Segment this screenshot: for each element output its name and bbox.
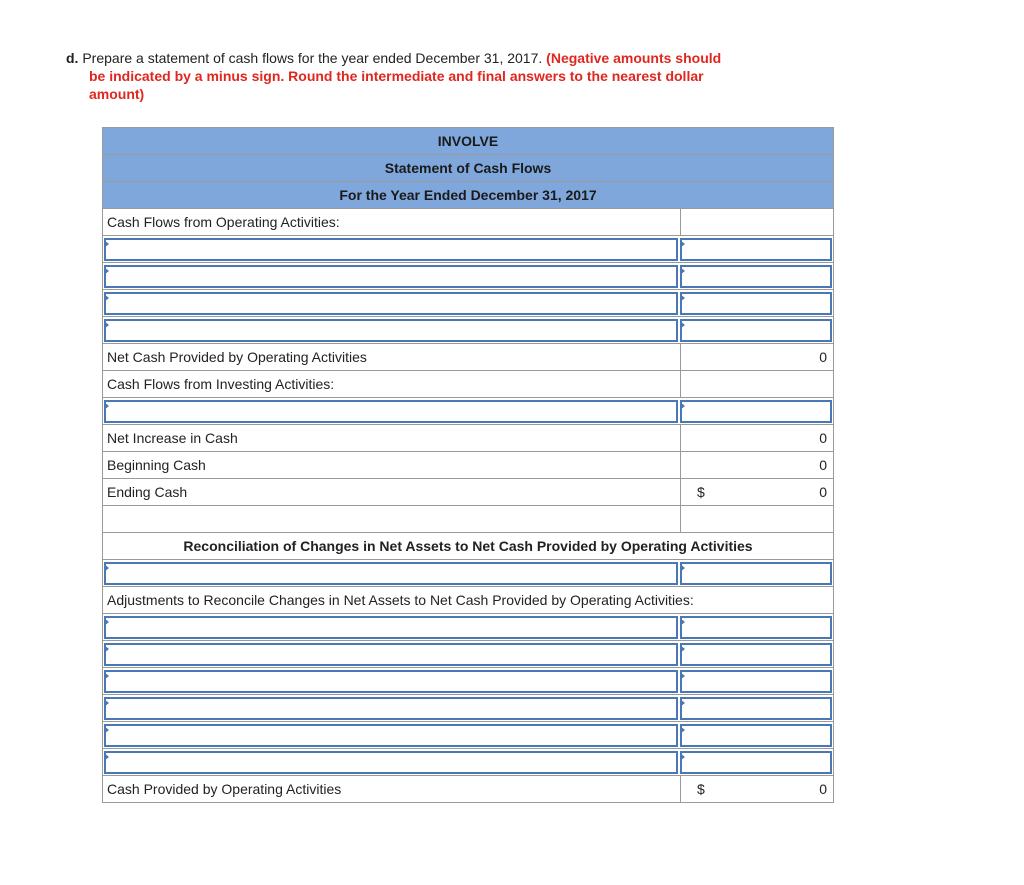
question-prompt	[66, 49, 806, 103]
adjustment-amount-input-5[interactable]	[682, 726, 830, 745]
ending-cash-value: 0	[819, 484, 827, 500]
net-increase-label: Net Increase in Cash	[107, 430, 238, 446]
adjustment-label-input-2[interactable]	[106, 645, 676, 664]
cfo-label-input-4[interactable]	[106, 321, 676, 340]
net-increase-row	[103, 425, 834, 452]
cash-provided-amount-cell	[680, 776, 833, 802]
cfo-label-input-2[interactable]	[106, 267, 676, 286]
adjustment-label-dropdown[interactable]	[104, 643, 678, 666]
adjustment-input-row	[103, 749, 834, 776]
adjustment-label-input-1[interactable]	[106, 618, 676, 637]
adjustment-amount-input-3[interactable]	[682, 672, 830, 691]
net-cash-operating-label: Net Cash Provided by Operating Activities	[107, 349, 367, 365]
adjustment-amount-input-4[interactable]	[682, 699, 830, 718]
cfo-input-row	[103, 236, 834, 263]
adjustment-label-input-3[interactable]	[106, 672, 676, 691]
ending-cash-amount-cell	[680, 479, 833, 505]
cfo-amount-field[interactable]	[680, 319, 832, 342]
cfi-heading: Cash Flows from Investing Activities:	[107, 376, 335, 392]
reconciliation-amount-field[interactable]	[680, 562, 832, 585]
cfo-amount-field[interactable]	[680, 292, 832, 315]
cfo-input-row	[103, 317, 834, 344]
adjustment-input-row	[103, 695, 834, 722]
cash-provided-label: Cash Provided by Operating Activities	[107, 781, 342, 797]
beginning-cash-value: 0	[680, 452, 833, 478]
dollar-sign: $	[697, 781, 705, 797]
question-note-3: amount)	[89, 86, 145, 102]
adjustment-label-dropdown[interactable]	[104, 724, 678, 747]
header-org: INVOLVE	[103, 127, 834, 155]
cfi-label-input-1[interactable]	[106, 402, 676, 421]
question-label: d.	[66, 50, 79, 66]
adjustment-label-input-4[interactable]	[106, 699, 676, 718]
cfo-amount-field[interactable]	[680, 265, 832, 288]
cfi-label-dropdown[interactable]	[104, 400, 678, 423]
blank-row	[103, 506, 834, 533]
cfo-label-input-1[interactable]	[106, 240, 676, 259]
question-text: Prepare a statement of cash flows for the year ended December 31, 2017.	[82, 50, 543, 66]
adjustment-label-dropdown[interactable]	[104, 751, 678, 774]
net-increase-value: 0	[680, 425, 833, 451]
cfo-amount-input-1[interactable]	[682, 240, 830, 259]
cfo-heading-row	[103, 209, 834, 236]
adjustment-amount-field[interactable]	[680, 724, 832, 747]
cash-flow-statement-table	[102, 127, 834, 803]
adjustment-input-row	[103, 722, 834, 749]
cfi-amount-input-1[interactable]	[682, 402, 830, 421]
cfo-amount-input-2[interactable]	[682, 267, 830, 286]
cfo-amount-input-4[interactable]	[682, 321, 830, 340]
adjustments-heading: Adjustments to Reconcile Changes in Net Assets to Net Cash Provided by Operating Activities:	[107, 592, 694, 608]
net-cash-operating-value: 0	[680, 344, 833, 370]
beginning-cash-label: Beginning Cash	[107, 457, 206, 473]
adjustment-amount-input-1[interactable]	[682, 618, 830, 637]
adjustment-input-row	[103, 668, 834, 695]
cfo-input-row	[103, 263, 834, 290]
cfo-label-dropdown[interactable]	[104, 265, 678, 288]
amount-cell	[680, 506, 833, 532]
cfo-heading: Cash Flows from Operating Activities:	[107, 214, 340, 230]
cfo-label-dropdown[interactable]	[104, 238, 678, 261]
cfo-amount-field[interactable]	[680, 238, 832, 261]
cfo-input-row	[103, 290, 834, 317]
cfi-input-row	[103, 398, 834, 425]
adjustment-label-dropdown[interactable]	[104, 616, 678, 639]
amount-cell	[680, 371, 833, 397]
cash-provided-value: 0	[819, 781, 827, 797]
dollar-sign: $	[697, 484, 705, 500]
adjustment-label-dropdown[interactable]	[104, 670, 678, 693]
question-note-2: be indicated by a minus sign. Round the intermediate and final answers to the nearest dollar	[89, 68, 704, 84]
cfo-label-dropdown[interactable]	[104, 292, 678, 315]
adjustment-amount-field[interactable]	[680, 643, 832, 666]
net-cash-operating-row	[103, 344, 834, 371]
adjustments-heading-row	[103, 587, 834, 614]
header-period: For the Year Ended December 31, 2017	[103, 182, 834, 209]
adjustment-label-input-5[interactable]	[106, 726, 676, 745]
cfi-heading-row	[103, 371, 834, 398]
adjustment-amount-input-6[interactable]	[682, 753, 830, 772]
cfi-amount-field[interactable]	[680, 400, 832, 423]
adjustment-label-dropdown[interactable]	[104, 697, 678, 720]
cfo-label-dropdown[interactable]	[104, 319, 678, 342]
reconciliation-title: Reconciliation of Changes in Net Assets to Net Cash Provided by Operating Activities	[103, 533, 834, 560]
ending-cash-row	[103, 479, 834, 506]
ending-cash-label: Ending Cash	[107, 484, 188, 500]
beginning-cash-row	[103, 452, 834, 479]
adjustment-amount-field[interactable]	[680, 751, 832, 774]
amount-cell	[680, 209, 833, 235]
cash-provided-row	[103, 776, 834, 803]
reconciliation-label-input[interactable]	[106, 564, 676, 583]
cfo-amount-input-3[interactable]	[682, 294, 830, 313]
adjustment-amount-field[interactable]	[680, 616, 832, 639]
header-statement: Statement of Cash Flows	[103, 155, 834, 182]
reconciliation-amount-input[interactable]	[682, 564, 830, 583]
question-note-1: (Negative amounts should	[546, 50, 722, 66]
adjustment-amount-field[interactable]	[680, 670, 832, 693]
reconciliation-label-dropdown[interactable]	[104, 562, 678, 585]
adjustment-label-input-6[interactable]	[106, 753, 676, 772]
adjustment-amount-input-2[interactable]	[682, 645, 830, 664]
adjustment-amount-field[interactable]	[680, 697, 832, 720]
adjustment-input-row	[103, 641, 834, 668]
cfo-label-input-3[interactable]	[106, 294, 676, 313]
adjustment-input-row	[103, 614, 834, 641]
reconciliation-input-row	[103, 560, 834, 587]
